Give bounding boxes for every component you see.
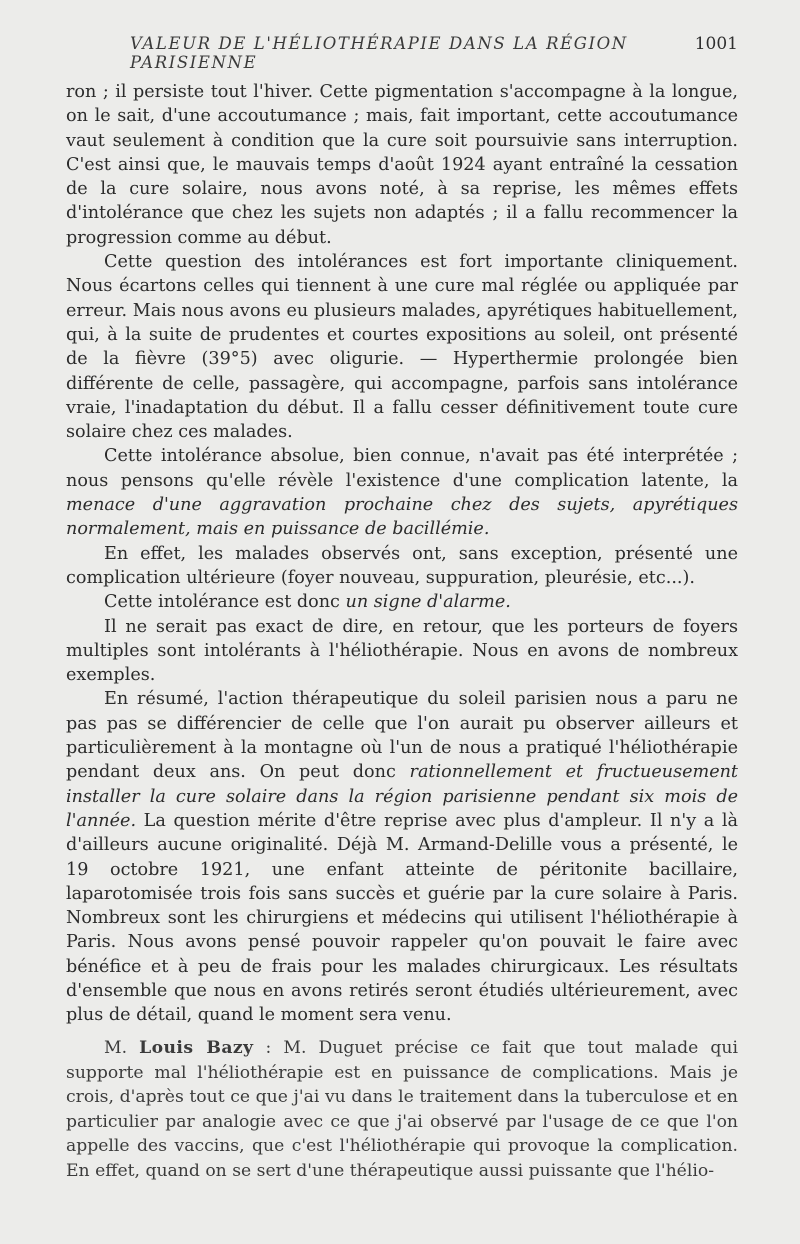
page-number: 1001: [694, 34, 738, 54]
paragraph-5-emphasis: un signe d'alarme.: [345, 592, 511, 613]
paragraph-1: ron ; il persiste tout l'hiver. Cette pigmentation s'accompagne à la longue, on le sait, d'une accoutumance ; mais, fait important, cette accoutumance vaut seulement à condition que la cure soit poursuivie sans interruption. C'est ainsi que, le mauvais temps d'août 1924 ayant entraîné la cessation de la cure solaire, nous avons noté, à sa reprise, les mêmes effets d'intolérance que chez les sujets non adaptés ; il a fallu recommencer la progression comme au début.: [66, 82, 738, 248]
paragraph-2: Cette question des intolérances est fort importante cliniquement. Nous écartons celles qui tiennent à une cure mal réglée ou appliquée par erreur. Mais nous avons eu plusieurs malades, apyrétiques habituellement, qui, à la suite de prudentes et courtes expositions au soleil, ont présenté de la fièvre (39°5) avec oligurie. — Hyperthermie prolongée bien différente de celle, passagère, qui accompagne, parfois sans intolérance vraie, l'inadaptation du début. Il a fallu cesser définitivement toute cure solaire chez ces malades.: [66, 252, 738, 443]
body-text: [66, 80, 738, 1028]
paragraph-4: En effet, les malades observés ont, sans exception, présenté une complication ultérieure (foyer nouveau, suppuration, pleurésie, etc...).: [66, 543, 738, 588]
paragraph-3-emphasis: menace d'une aggravation prochaine chez des sujets, apyrétiques normalement, mais en puissance de bacillémie.: [66, 495, 738, 540]
discussion-reply: [66, 1036, 738, 1184]
paragraph-5: [66, 590, 738, 614]
reply-text: : M. Duguet précise ce fait que tout malade qui supporte mal l'héliothérapie est en puissance de complications. Mais je crois, d'après tout ce que j'ai vu dans le traitement dans la tuberculose et en particulier par analogie avec ce que j'ai observé par l'usage de ce que l'on appelle des vaccins, que c'est l'héliothérapie qui provoque la complication. En effet, quand on se sert d'une thérapeutique aussi puissante que l'hélio-: [66, 1038, 738, 1181]
paragraph-6: Il ne serait pas exact de dire, en retour, que les porteurs de foyers multiples sont intolérants à l'héliothérapie. Nous en avons de nombreux exemples.: [66, 616, 738, 686]
paragraph-3-text: Cette intolérance absolue, bien connue, n'avait pas été interprétée ; nous pensons qu'elle révèle l'existence d'une complication latente, la: [66, 446, 738, 491]
paragraph-3: [66, 444, 738, 541]
reply-prefix: M.: [104, 1038, 140, 1058]
paragraph-5-text: Cette intolérance est donc: [104, 592, 346, 613]
page-header: [66, 34, 738, 72]
paragraph-7: [66, 687, 738, 1027]
running-title: VALEUR DE L'HÉLIOTHÉRAPIE DANS LA RÉGION PARISIENNE: [130, 34, 628, 72]
reply-paragraph: [66, 1036, 738, 1184]
paragraph-7-text: En résumé, l'action thérapeutique du soleil parisien nous a paru ne pas pas se différencier de celle que l'on aurait pu observer ailleurs et particulièrement à la montagne où l'un de nous a pratiqué l'héliothérapie pendant deux ans. On peut donc: [66, 689, 738, 783]
paragraph-7-tail: La question mérite d'être reprise avec plus d'ampleur. Il n'y a là d'ailleurs aucune originalité. Déjà M. Armand-Delille vous a présenté, le 19 octobre 1921, une enfant atteinte de péritonite bacillaire, laparotomisée trois fois sans succès et guérie par la cure solaire à Paris. Nombreux sont les chirurgiens et médecins qui utilisent l'héliothérapie à Paris. Nous avons pensé pouvoir rappeler qu'on pouvait le faire avec bénéfice et à peu de frais pour les malades chirurgicaux. Les résultats d'ensemble que nous en avons retirés seront étudiés ultérieurement, avec plus de détail, quand le moment sera venu.: [66, 810, 738, 1026]
speaker-name: Louis Bazy: [139, 1038, 254, 1058]
paragraph-7-emphasis: rationnellement et fructueusement installer la cure solaire dans la région parisienne pendant six mois de l'année.: [66, 762, 739, 831]
